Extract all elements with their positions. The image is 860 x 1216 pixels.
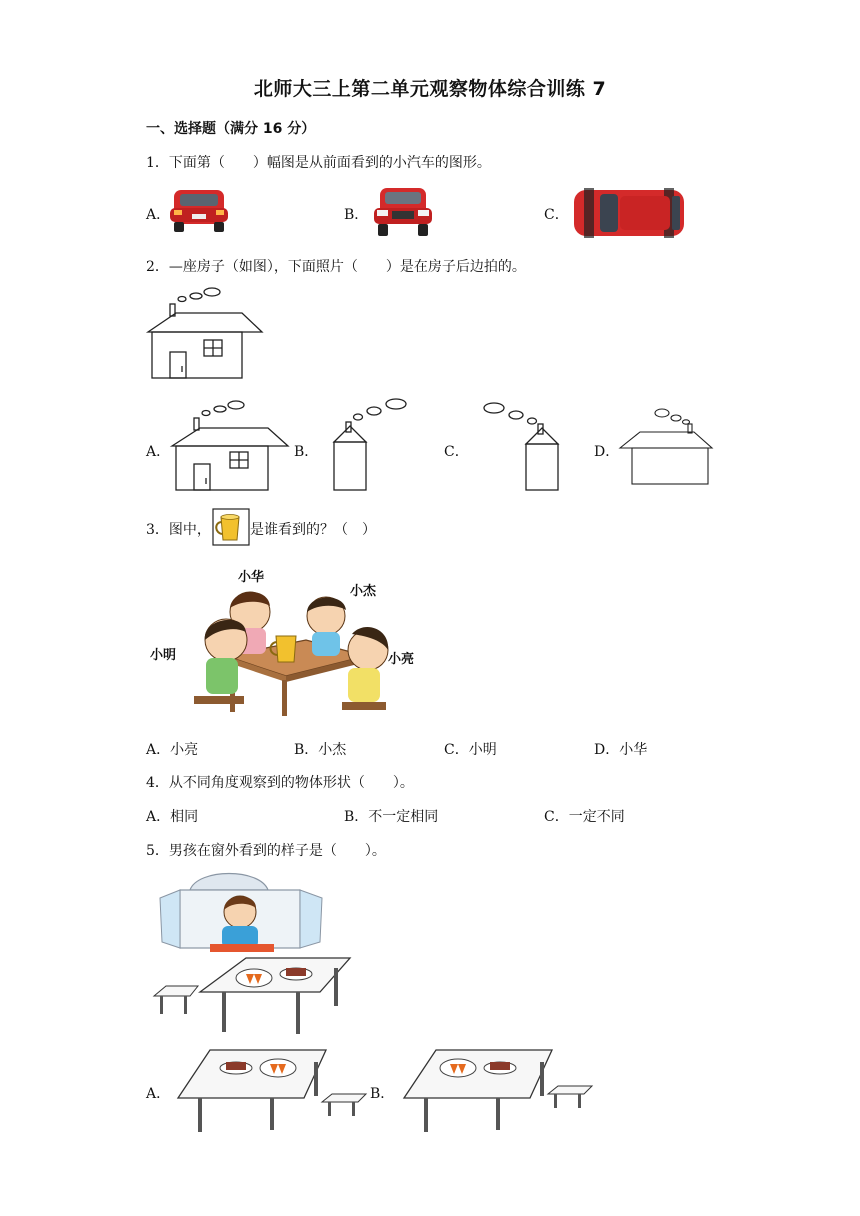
section-heading: 一、选择题（满分 16 分） xyxy=(146,121,316,137)
children-around-table-image xyxy=(146,560,426,720)
name-label-xiaoming: 小明 xyxy=(150,648,177,663)
q2-option-c-label[interactable]: C． xyxy=(444,444,469,460)
q3-option-d[interactable]: D．小华 xyxy=(594,742,648,758)
boy-at-window-image xyxy=(150,868,360,1038)
name-label-xiaojie: 小杰 xyxy=(350,584,377,599)
question-3-suffix: 是谁看到的？（ ） xyxy=(250,522,376,538)
question-4-text: 4．从不同角度观察到的物体形状（ ）。 xyxy=(146,775,414,791)
q4-option-a[interactable]: A．相同 xyxy=(146,809,199,825)
house-left-side-view-image xyxy=(330,396,410,494)
house-back-view-image xyxy=(618,404,718,488)
car-front-view-image xyxy=(372,186,434,238)
q5-option-a-label[interactable]: A． xyxy=(146,1086,171,1102)
name-label-xiaohua: 小华 xyxy=(238,570,265,585)
q2-option-d-label[interactable]: D． xyxy=(594,444,620,460)
house-front-view-image xyxy=(170,396,290,494)
q3-option-b[interactable]: B．小杰 xyxy=(294,742,347,758)
q3-option-c[interactable]: C．小明 xyxy=(444,742,497,758)
table-view-b-image xyxy=(400,1044,600,1134)
question-2-text: 2．—座房子（如图），下面照片（ ）是在房子后边拍的。 xyxy=(146,259,526,275)
q5-option-b-label[interactable]: B． xyxy=(370,1086,395,1102)
q4-option-c[interactable]: C．一定不同 xyxy=(544,809,625,825)
car-top-view-image xyxy=(570,186,688,240)
q1-option-a-label[interactable]: A． xyxy=(146,207,171,223)
q1-option-b-label[interactable]: B． xyxy=(344,207,369,223)
q3-option-a[interactable]: A．小亮 xyxy=(146,742,199,758)
q1-option-c-label[interactable]: C． xyxy=(544,207,569,223)
question-3-prefix: 3．图中， xyxy=(146,522,211,538)
house-right-side-view-image xyxy=(480,398,570,494)
page-title: 北师大三上第二单元观察物体综合训练 7 xyxy=(253,78,607,100)
question-1-text: 1．下面第（ ）幅图是从前面看到的小汽车的图形。 xyxy=(146,155,491,171)
house-reference-image xyxy=(146,282,266,382)
table-view-a-image xyxy=(174,1044,374,1134)
question-5-text: 5．男孩在窗外看到的样子是（ ）。 xyxy=(146,843,386,859)
q4-option-b[interactable]: B．不一定相同 xyxy=(344,809,439,825)
q2-option-a-label[interactable]: A． xyxy=(146,444,171,460)
car-rear-view-image xyxy=(168,186,230,234)
q2-option-b-label[interactable]: B． xyxy=(294,444,319,460)
cup-icon xyxy=(212,508,250,546)
name-label-xiaoliang: 小亮 xyxy=(388,652,415,667)
